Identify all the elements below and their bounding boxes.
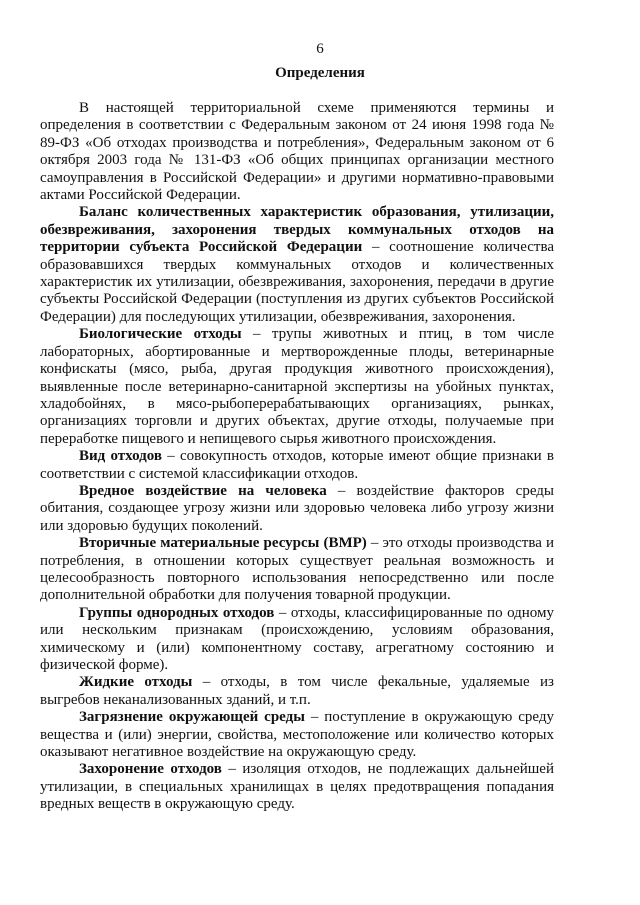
definition-paragraph xyxy=(40,326,554,448)
definition-text: – поступление в окружающую среду вещества и (или) энергии, свойства, местоположение или количество которых оказывают негативное воздействие на окружающую среду. xyxy=(40,709,554,761)
page-title: Определения xyxy=(275,65,365,81)
definition-text: – изоляция отходов, не подлежащих дальнейшей утилизации, в специальных хранилищах в целях предотвращения попадания вредных веществ в окружающую среду. xyxy=(40,761,554,813)
definition-paragraph xyxy=(40,483,554,535)
definition-text: – воздействие факторов среды обитания, создающее угрозу жизни или здоровью человека либо угрозу жизни или здоровью будущих поколений. xyxy=(40,482,554,534)
definition-text: – соотношение количества образовавшихся твердых коммунальных отходов и количественных характеристик их утилизации, обезвреживания, захоронения, передачи в другие субъекты Российской Федерации (поступления из других субъектов Российской Федерации) для последующих утилизации, обезвреживания, захоронения. xyxy=(40,239,554,325)
definition-paragraph xyxy=(40,448,554,483)
definition-paragraph xyxy=(40,204,554,326)
definition-text: – отходы, классифицированные по одному или нескольким признакам (происхождению, условиям образования, химическому и (или) компонентному составу, агрегатному состоянию и физической форме). xyxy=(40,604,554,673)
definition-term: Биологические отходы xyxy=(79,326,242,343)
definition-term: Вторичные материальные ресурсы (ВМР) xyxy=(79,535,367,552)
definition-text: – трупы животных и птиц, в том числе лабораторных, абортированные и мертворожденные плоды, ветеринарные конфискаты (мясо, рыба, другая продукция животного происхождения), выявленные после ветеринарно-санитарной экспертизы на убойных пунктах, хладобойнях, в мясо-рыбоперерабатывающих организациях, рынках, организациях торговли и других объектах, другие отходы, получаемые при переработке пищевого и непищевого сырья животного происхождения. xyxy=(40,326,554,447)
definition-paragraph xyxy=(40,761,554,813)
definition-term: Вид отходов xyxy=(79,448,162,465)
definition-paragraph xyxy=(40,535,554,605)
definition-text: – совокупность отходов, которые имеют общие признаки в соответствии с системой классификации отходов. xyxy=(40,448,555,482)
definition-term: Вредное воздействие на человека xyxy=(79,482,327,499)
definition-term: Загрязнение окружающей среды xyxy=(79,709,305,726)
definition-text: – отходы, в том числе фекальные, удаляемые из выгребов неканализованных зданий, и т.п. xyxy=(40,674,554,708)
definition-term: Жидкие отходы xyxy=(79,674,193,691)
definition-term: Группы однородных отходов xyxy=(79,604,275,621)
definition-paragraph xyxy=(40,605,554,675)
definition-term: Баланс количественных характеристик образования, утилизации, обезвреживания, захоронения твердых коммунальных отходов на территории субъекта Российской Федерации xyxy=(40,204,554,256)
definition-term: Захоронение отходов xyxy=(79,761,222,778)
definition-paragraph xyxy=(40,709,554,761)
page-number: 6 xyxy=(316,41,324,57)
definition-paragraph xyxy=(40,674,554,709)
intro-paragraph: В настоящей территориальной схеме применяются термины и определения в соответствии с Федеральным законом от 24 июня 1998 года № 89-ФЗ «Об отходах производства и потребления», Федеральным законом от 6 октября 2003 года № 131-ФЗ «Об общих принципах организации местного самоуправления в Российской Федерации» и другими нормативно-правовыми актами Российской Федерации. xyxy=(40,100,554,204)
definition-text: – это отходы производства и потребления, в отношении которых существует реальная возможность и целесообразность повторного использования непосредственно или после дополнительной обработки для получения товарной продукции. xyxy=(40,535,554,604)
